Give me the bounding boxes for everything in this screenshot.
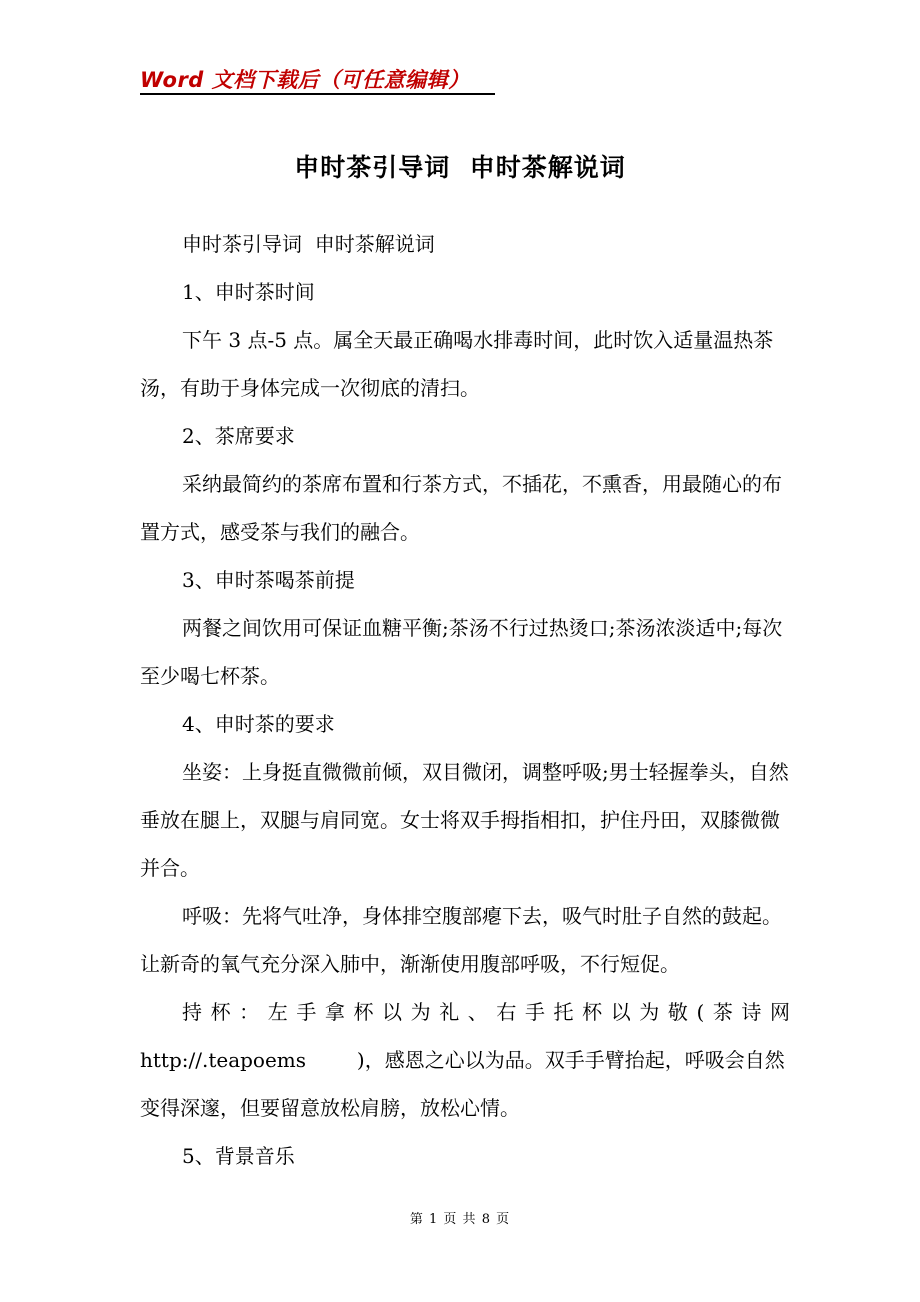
paragraph-breathing: 呼吸：先将气吐净，身体排空腹部瘪下去，吸气时肚子自然的鼓起。让新奇的氧气充分深入肺中，渐渐使用腹部呼吸，不行短促。 — [140, 904, 782, 976]
document-title: 申时茶引导词 申时茶解说词 — [294, 153, 626, 182]
paragraph-tea-table: 采纳最简约的茶席布置和行茶方式，不插花，不熏香，用最随心的布置方式，感受茶与我们的融合。 — [140, 472, 782, 544]
header-underline — [140, 93, 495, 95]
section-heading-requirements: 4、申时茶的要求 — [182, 712, 335, 736]
download-header-link[interactable]: Word 文档下载后（可任意编辑） — [140, 68, 470, 92]
section-heading-tea-table: 2、茶席要求 — [182, 424, 295, 448]
section-heading-music: 5、背景音乐 — [182, 1144, 295, 1168]
intro-paragraph: 申时茶引导词 申时茶解说词 — [182, 232, 435, 256]
paragraph-premise: 两餐之间饮用可保证血糖平衡;茶汤不行过热烫口;茶汤浓淡适中;每次至少喝七杯茶。 — [140, 616, 783, 688]
paragraph-time: 下午 3 点-5 点。属全天最正确喝水排毒时间，此时饮入适量温热茶汤，有助于身体完成一次彻底的清扫。 — [140, 328, 774, 400]
paragraph-holding-cup-continued: http://.teapoems )，感恩之心以为品。双手手臂抬起，呼吸会自然变得深邃，但要留意放松肩膀，放松心情。 — [140, 1048, 785, 1120]
document-body — [140, 220, 790, 1180]
paragraph-holding-cup: 持杯：左手拿杯以为礼、右手托杯以为敬(茶诗网 — [182, 1000, 790, 1024]
section-heading-premise: 3、申时茶喝茶前提 — [182, 568, 355, 592]
paragraph-posture: 坐姿：上身挺直微微前倾，双目微闭，调整呼吸;男士轻握拳头，自然垂放在腿上，双腿与肩同宽。女士将双手拇指相扣，护住丹田，双膝微微并合。 — [140, 760, 789, 880]
page-number-footer: 第 1 页 共 8 页 — [409, 1212, 511, 1227]
section-heading-time: 1、申时茶时间 — [182, 280, 315, 304]
